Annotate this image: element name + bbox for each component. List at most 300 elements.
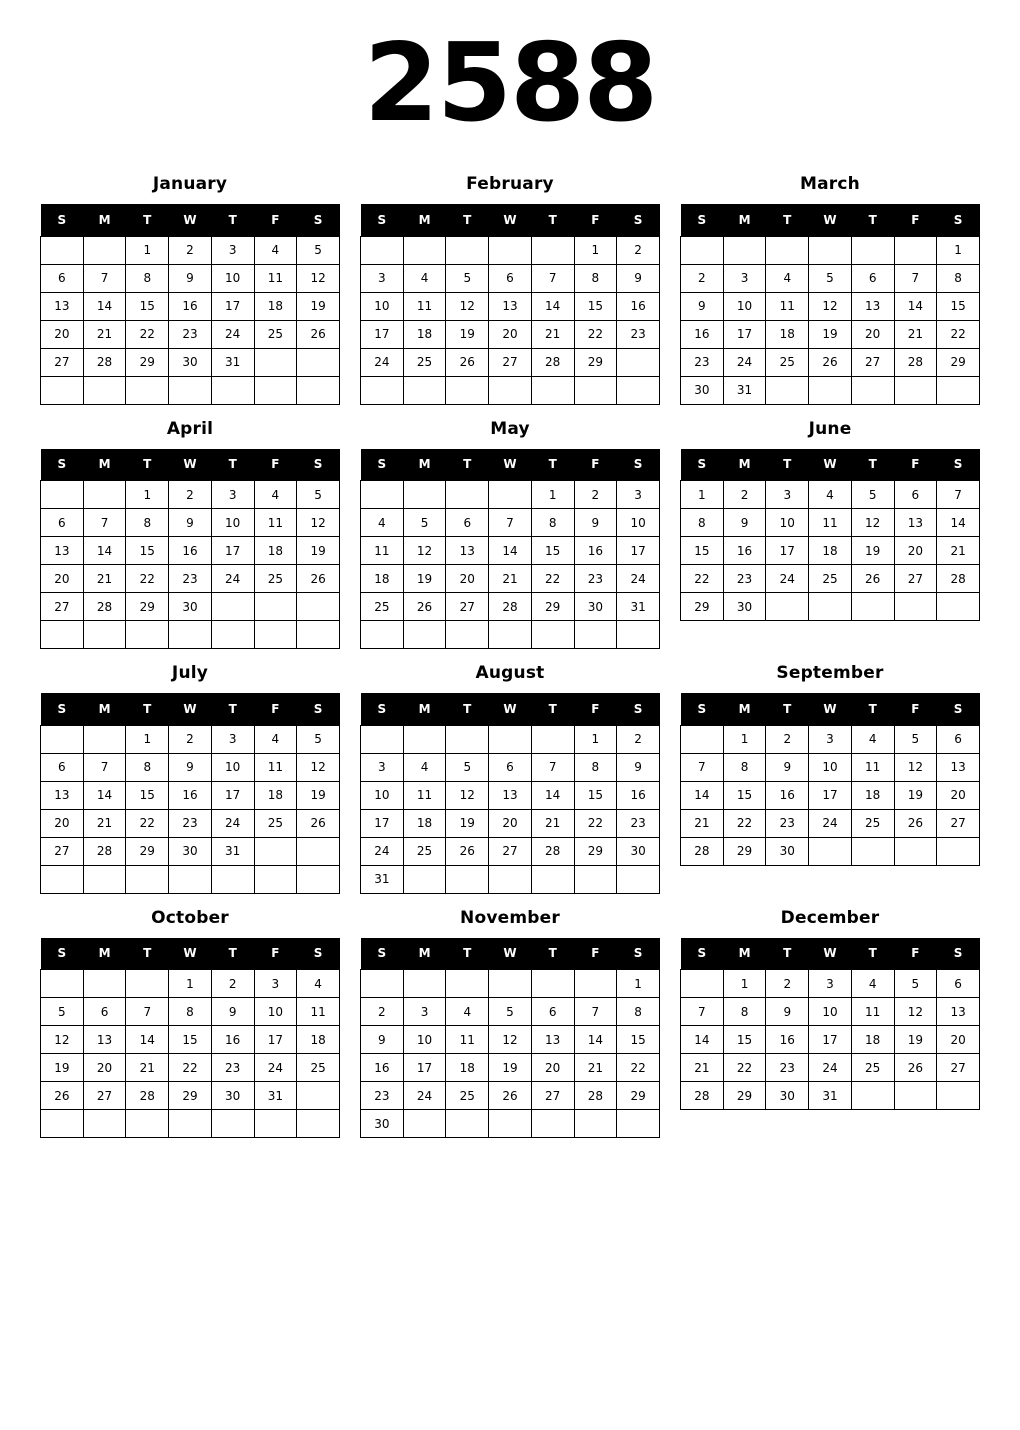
day-cell[interactable]: 8 (126, 753, 169, 781)
day-cell[interactable]: 10 (766, 509, 809, 537)
day-cell[interactable]: 4 (254, 725, 297, 753)
day-cell[interactable]: 16 (169, 537, 212, 565)
day-cell[interactable]: 11 (254, 509, 297, 537)
day-cell[interactable]: 4 (851, 970, 894, 998)
day-cell[interactable]: 24 (361, 837, 404, 865)
day-cell[interactable]: 9 (766, 998, 809, 1026)
day-cell[interactable]: 2 (169, 481, 212, 509)
day-cell[interactable]: 26 (297, 565, 340, 593)
day-cell[interactable]: 2 (211, 970, 254, 998)
day-cell[interactable]: 31 (361, 865, 404, 893)
day-cell[interactable]: 9 (169, 509, 212, 537)
day-cell[interactable]: 27 (531, 1082, 574, 1110)
day-cell[interactable]: 21 (531, 320, 574, 348)
day-cell[interactable]: 28 (83, 348, 126, 376)
day-cell[interactable]: 15 (126, 537, 169, 565)
day-cell[interactable]: 12 (297, 509, 340, 537)
day-cell[interactable]: 10 (617, 509, 660, 537)
day-cell[interactable]: 21 (83, 320, 126, 348)
day-cell[interactable]: 19 (809, 320, 852, 348)
day-cell[interactable]: 18 (254, 537, 297, 565)
day-cell[interactable]: 9 (211, 998, 254, 1026)
day-cell[interactable]: 29 (169, 1082, 212, 1110)
day-cell[interactable]: 21 (937, 537, 980, 565)
day-cell[interactable]: 4 (403, 264, 446, 292)
day-cell[interactable]: 31 (211, 837, 254, 865)
day-cell[interactable]: 5 (297, 236, 340, 264)
day-cell[interactable]: 19 (894, 1026, 937, 1054)
day-cell[interactable]: 27 (41, 837, 84, 865)
day-cell[interactable]: 24 (254, 1054, 297, 1082)
day-cell[interactable]: 22 (169, 1054, 212, 1082)
day-cell[interactable]: 29 (126, 593, 169, 621)
day-cell[interactable]: 14 (531, 781, 574, 809)
day-cell[interactable]: 18 (297, 1026, 340, 1054)
day-cell[interactable]: 15 (531, 537, 574, 565)
day-cell[interactable]: 18 (403, 320, 446, 348)
day-cell[interactable]: 5 (894, 725, 937, 753)
day-cell[interactable]: 9 (617, 753, 660, 781)
day-cell[interactable]: 15 (723, 781, 766, 809)
day-cell[interactable]: 28 (574, 1082, 617, 1110)
day-cell[interactable]: 25 (403, 348, 446, 376)
day-cell[interactable]: 4 (446, 998, 489, 1026)
day-cell[interactable]: 11 (403, 781, 446, 809)
day-cell[interactable]: 3 (809, 970, 852, 998)
day-cell[interactable]: 15 (126, 781, 169, 809)
day-cell[interactable]: 7 (574, 998, 617, 1026)
day-cell[interactable]: 18 (254, 781, 297, 809)
day-cell[interactable]: 18 (403, 809, 446, 837)
day-cell[interactable]: 23 (723, 565, 766, 593)
day-cell[interactable]: 1 (937, 236, 980, 264)
day-cell[interactable]: 20 (83, 1054, 126, 1082)
day-cell[interactable]: 15 (723, 1026, 766, 1054)
day-cell[interactable]: 26 (894, 1054, 937, 1082)
day-cell[interactable]: 29 (937, 348, 980, 376)
day-cell[interactable]: 23 (766, 1054, 809, 1082)
day-cell[interactable]: 31 (254, 1082, 297, 1110)
day-cell[interactable]: 13 (489, 292, 532, 320)
day-cell[interactable]: 1 (617, 970, 660, 998)
day-cell[interactable]: 16 (681, 320, 724, 348)
day-cell[interactable]: 3 (361, 753, 404, 781)
day-cell[interactable]: 3 (723, 264, 766, 292)
day-cell[interactable]: 22 (681, 565, 724, 593)
day-cell[interactable]: 22 (126, 320, 169, 348)
day-cell[interactable]: 19 (41, 1054, 84, 1082)
day-cell[interactable]: 7 (937, 481, 980, 509)
day-cell[interactable]: 14 (83, 537, 126, 565)
day-cell[interactable]: 13 (489, 781, 532, 809)
day-cell[interactable]: 11 (403, 292, 446, 320)
day-cell[interactable]: 26 (297, 320, 340, 348)
day-cell[interactable]: 4 (254, 236, 297, 264)
day-cell[interactable]: 9 (169, 753, 212, 781)
day-cell[interactable]: 29 (126, 837, 169, 865)
day-cell[interactable]: 10 (809, 753, 852, 781)
day-cell[interactable]: 29 (574, 837, 617, 865)
day-cell[interactable]: 14 (531, 292, 574, 320)
day-cell[interactable]: 29 (531, 593, 574, 621)
day-cell[interactable]: 20 (489, 320, 532, 348)
day-cell[interactable]: 13 (446, 537, 489, 565)
day-cell[interactable]: 5 (41, 998, 84, 1026)
day-cell[interactable]: 23 (169, 809, 212, 837)
day-cell[interactable]: 14 (126, 1026, 169, 1054)
day-cell[interactable]: 4 (297, 970, 340, 998)
day-cell[interactable]: 17 (766, 537, 809, 565)
day-cell[interactable]: 14 (574, 1026, 617, 1054)
day-cell[interactable]: 5 (403, 509, 446, 537)
day-cell[interactable]: 2 (574, 481, 617, 509)
day-cell[interactable]: 16 (617, 292, 660, 320)
day-cell[interactable]: 24 (211, 565, 254, 593)
day-cell[interactable]: 27 (83, 1082, 126, 1110)
day-cell[interactable]: 8 (126, 264, 169, 292)
day-cell[interactable]: 2 (617, 725, 660, 753)
day-cell[interactable]: 24 (617, 565, 660, 593)
day-cell[interactable]: 20 (531, 1054, 574, 1082)
day-cell[interactable]: 6 (531, 998, 574, 1026)
day-cell[interactable]: 21 (531, 809, 574, 837)
day-cell[interactable]: 31 (809, 1082, 852, 1110)
day-cell[interactable]: 22 (126, 565, 169, 593)
day-cell[interactable]: 22 (574, 320, 617, 348)
day-cell[interactable]: 23 (766, 809, 809, 837)
day-cell[interactable]: 20 (489, 809, 532, 837)
day-cell[interactable]: 10 (211, 509, 254, 537)
day-cell[interactable]: 29 (723, 1082, 766, 1110)
day-cell[interactable]: 1 (681, 481, 724, 509)
day-cell[interactable]: 11 (254, 753, 297, 781)
day-cell[interactable]: 28 (937, 565, 980, 593)
day-cell[interactable]: 27 (489, 348, 532, 376)
day-cell[interactable]: 19 (297, 781, 340, 809)
day-cell[interactable]: 1 (169, 970, 212, 998)
day-cell[interactable]: 19 (489, 1054, 532, 1082)
day-cell[interactable]: 16 (723, 537, 766, 565)
day-cell[interactable]: 10 (254, 998, 297, 1026)
day-cell[interactable]: 28 (531, 837, 574, 865)
day-cell[interactable]: 1 (723, 970, 766, 998)
day-cell[interactable]: 22 (617, 1054, 660, 1082)
day-cell[interactable]: 7 (681, 753, 724, 781)
day-cell[interactable]: 25 (851, 1054, 894, 1082)
day-cell[interactable]: 20 (41, 320, 84, 348)
day-cell[interactable]: 4 (809, 481, 852, 509)
day-cell[interactable]: 28 (489, 593, 532, 621)
day-cell[interactable]: 28 (531, 348, 574, 376)
day-cell[interactable]: 28 (83, 837, 126, 865)
day-cell[interactable]: 8 (723, 998, 766, 1026)
day-cell[interactable]: 3 (361, 264, 404, 292)
day-cell[interactable]: 26 (851, 565, 894, 593)
day-cell[interactable]: 27 (446, 593, 489, 621)
day-cell[interactable]: 3 (617, 481, 660, 509)
day-cell[interactable]: 11 (851, 998, 894, 1026)
day-cell[interactable]: 21 (894, 320, 937, 348)
day-cell[interactable]: 5 (489, 998, 532, 1026)
day-cell[interactable]: 14 (681, 1026, 724, 1054)
day-cell[interactable]: 5 (894, 970, 937, 998)
day-cell[interactable]: 18 (446, 1054, 489, 1082)
day-cell[interactable]: 31 (617, 593, 660, 621)
day-cell[interactable]: 22 (531, 565, 574, 593)
day-cell[interactable]: 9 (766, 753, 809, 781)
day-cell[interactable]: 13 (851, 292, 894, 320)
day-cell[interactable]: 14 (681, 781, 724, 809)
day-cell[interactable]: 28 (681, 1082, 724, 1110)
day-cell[interactable]: 4 (403, 753, 446, 781)
day-cell[interactable]: 13 (41, 292, 84, 320)
day-cell[interactable]: 2 (723, 481, 766, 509)
day-cell[interactable]: 17 (211, 781, 254, 809)
day-cell[interactable]: 20 (41, 809, 84, 837)
day-cell[interactable]: 22 (574, 809, 617, 837)
day-cell[interactable]: 1 (574, 236, 617, 264)
day-cell[interactable]: 19 (894, 781, 937, 809)
day-cell[interactable]: 3 (809, 725, 852, 753)
day-cell[interactable]: 23 (211, 1054, 254, 1082)
day-cell[interactable]: 29 (723, 837, 766, 865)
day-cell[interactable]: 6 (41, 264, 84, 292)
day-cell[interactable]: 10 (723, 292, 766, 320)
day-cell[interactable]: 25 (361, 593, 404, 621)
day-cell[interactable]: 22 (937, 320, 980, 348)
day-cell[interactable]: 29 (126, 348, 169, 376)
day-cell[interactable]: 6 (851, 264, 894, 292)
day-cell[interactable]: 11 (297, 998, 340, 1026)
day-cell[interactable]: 14 (83, 292, 126, 320)
day-cell[interactable]: 24 (211, 320, 254, 348)
day-cell[interactable]: 30 (169, 593, 212, 621)
day-cell[interactable]: 5 (297, 481, 340, 509)
day-cell[interactable]: 9 (361, 1026, 404, 1054)
day-cell[interactable]: 23 (681, 348, 724, 376)
day-cell[interactable]: 28 (681, 837, 724, 865)
day-cell[interactable]: 8 (574, 264, 617, 292)
day-cell[interactable]: 1 (574, 725, 617, 753)
day-cell[interactable]: 12 (894, 753, 937, 781)
day-cell[interactable]: 27 (937, 1054, 980, 1082)
day-cell[interactable]: 22 (126, 809, 169, 837)
day-cell[interactable]: 12 (489, 1026, 532, 1054)
day-cell[interactable]: 14 (894, 292, 937, 320)
day-cell[interactable]: 1 (126, 725, 169, 753)
day-cell[interactable]: 13 (937, 753, 980, 781)
day-cell[interactable]: 21 (83, 565, 126, 593)
day-cell[interactable]: 13 (937, 998, 980, 1026)
day-cell[interactable]: 20 (937, 781, 980, 809)
day-cell[interactable]: 6 (894, 481, 937, 509)
day-cell[interactable]: 8 (937, 264, 980, 292)
day-cell[interactable]: 30 (211, 1082, 254, 1110)
day-cell[interactable]: 15 (681, 537, 724, 565)
day-cell[interactable]: 19 (297, 537, 340, 565)
day-cell[interactable]: 27 (937, 809, 980, 837)
day-cell[interactable]: 25 (766, 348, 809, 376)
day-cell[interactable]: 26 (446, 837, 489, 865)
day-cell[interactable]: 27 (851, 348, 894, 376)
day-cell[interactable]: 8 (617, 998, 660, 1026)
day-cell[interactable]: 7 (489, 509, 532, 537)
day-cell[interactable]: 16 (361, 1054, 404, 1082)
day-cell[interactable]: 15 (937, 292, 980, 320)
day-cell[interactable]: 18 (809, 537, 852, 565)
day-cell[interactable]: 12 (297, 753, 340, 781)
day-cell[interactable]: 13 (41, 781, 84, 809)
day-cell[interactable]: 21 (681, 1054, 724, 1082)
day-cell[interactable]: 2 (766, 970, 809, 998)
day-cell[interactable]: 6 (937, 725, 980, 753)
day-cell[interactable]: 27 (894, 565, 937, 593)
day-cell[interactable]: 2 (681, 264, 724, 292)
day-cell[interactable]: 6 (41, 509, 84, 537)
day-cell[interactable]: 24 (723, 348, 766, 376)
day-cell[interactable]: 31 (211, 348, 254, 376)
day-cell[interactable]: 18 (766, 320, 809, 348)
day-cell[interactable]: 23 (574, 565, 617, 593)
day-cell[interactable]: 24 (211, 809, 254, 837)
day-cell[interactable]: 6 (489, 264, 532, 292)
day-cell[interactable]: 19 (446, 320, 489, 348)
day-cell[interactable]: 30 (169, 348, 212, 376)
day-cell[interactable]: 16 (169, 781, 212, 809)
day-cell[interactable]: 7 (83, 509, 126, 537)
day-cell[interactable]: 12 (851, 509, 894, 537)
day-cell[interactable]: 8 (574, 753, 617, 781)
day-cell[interactable]: 3 (211, 481, 254, 509)
day-cell[interactable]: 9 (169, 264, 212, 292)
day-cell[interactable]: 5 (446, 753, 489, 781)
day-cell[interactable]: 24 (403, 1082, 446, 1110)
day-cell[interactable]: 13 (531, 1026, 574, 1054)
day-cell[interactable]: 13 (83, 1026, 126, 1054)
day-cell[interactable]: 6 (446, 509, 489, 537)
day-cell[interactable]: 12 (446, 781, 489, 809)
day-cell[interactable]: 2 (169, 725, 212, 753)
day-cell[interactable]: 17 (254, 1026, 297, 1054)
day-cell[interactable]: 20 (446, 565, 489, 593)
day-cell[interactable]: 11 (851, 753, 894, 781)
day-cell[interactable]: 4 (254, 481, 297, 509)
day-cell[interactable]: 28 (894, 348, 937, 376)
day-cell[interactable]: 16 (211, 1026, 254, 1054)
day-cell[interactable]: 17 (617, 537, 660, 565)
day-cell[interactable]: 9 (617, 264, 660, 292)
day-cell[interactable]: 19 (403, 565, 446, 593)
day-cell[interactable]: 7 (531, 753, 574, 781)
day-cell[interactable]: 3 (254, 970, 297, 998)
day-cell[interactable]: 26 (41, 1082, 84, 1110)
day-cell[interactable]: 7 (126, 998, 169, 1026)
day-cell[interactable]: 19 (446, 809, 489, 837)
day-cell[interactable]: 30 (681, 376, 724, 404)
day-cell[interactable]: 14 (489, 537, 532, 565)
day-cell[interactable]: 6 (937, 970, 980, 998)
day-cell[interactable]: 1 (723, 725, 766, 753)
day-cell[interactable]: 5 (446, 264, 489, 292)
day-cell[interactable]: 21 (681, 809, 724, 837)
day-cell[interactable]: 5 (297, 725, 340, 753)
day-cell[interactable]: 4 (851, 725, 894, 753)
day-cell[interactable]: 10 (211, 264, 254, 292)
day-cell[interactable]: 26 (809, 348, 852, 376)
day-cell[interactable]: 30 (766, 1082, 809, 1110)
day-cell[interactable]: 29 (617, 1082, 660, 1110)
day-cell[interactable]: 26 (489, 1082, 532, 1110)
day-cell[interactable]: 27 (41, 348, 84, 376)
day-cell[interactable]: 31 (723, 376, 766, 404)
day-cell[interactable]: 12 (41, 1026, 84, 1054)
day-cell[interactable]: 10 (403, 1026, 446, 1054)
day-cell[interactable]: 23 (169, 565, 212, 593)
day-cell[interactable]: 18 (361, 565, 404, 593)
day-cell[interactable]: 20 (894, 537, 937, 565)
day-cell[interactable]: 7 (894, 264, 937, 292)
day-cell[interactable]: 20 (851, 320, 894, 348)
day-cell[interactable]: 12 (446, 292, 489, 320)
day-cell[interactable]: 25 (297, 1054, 340, 1082)
day-cell[interactable]: 3 (211, 236, 254, 264)
day-cell[interactable]: 30 (766, 837, 809, 865)
day-cell[interactable]: 30 (617, 837, 660, 865)
day-cell[interactable]: 18 (851, 781, 894, 809)
day-cell[interactable]: 8 (126, 509, 169, 537)
day-cell[interactable]: 11 (809, 509, 852, 537)
day-cell[interactable]: 2 (361, 998, 404, 1026)
day-cell[interactable]: 25 (403, 837, 446, 865)
day-cell[interactable]: 10 (211, 753, 254, 781)
day-cell[interactable]: 9 (681, 292, 724, 320)
day-cell[interactable]: 24 (361, 348, 404, 376)
day-cell[interactable]: 26 (297, 809, 340, 837)
day-cell[interactable]: 13 (41, 537, 84, 565)
day-cell[interactable]: 1 (126, 481, 169, 509)
day-cell[interactable]: 9 (574, 509, 617, 537)
day-cell[interactable]: 25 (254, 809, 297, 837)
day-cell[interactable]: 21 (83, 809, 126, 837)
day-cell[interactable]: 23 (361, 1082, 404, 1110)
day-cell[interactable]: 29 (574, 348, 617, 376)
day-cell[interactable]: 30 (723, 593, 766, 621)
day-cell[interactable]: 25 (446, 1082, 489, 1110)
day-cell[interactable]: 3 (766, 481, 809, 509)
day-cell[interactable]: 17 (361, 320, 404, 348)
day-cell[interactable]: 23 (169, 320, 212, 348)
day-cell[interactable]: 9 (723, 509, 766, 537)
day-cell[interactable]: 16 (766, 1026, 809, 1054)
day-cell[interactable]: 15 (126, 292, 169, 320)
day-cell[interactable]: 16 (169, 292, 212, 320)
day-cell[interactable]: 28 (126, 1082, 169, 1110)
day-cell[interactable]: 22 (723, 1054, 766, 1082)
day-cell[interactable]: 25 (254, 320, 297, 348)
day-cell[interactable]: 17 (403, 1054, 446, 1082)
day-cell[interactable]: 4 (361, 509, 404, 537)
day-cell[interactable]: 3 (211, 725, 254, 753)
day-cell[interactable]: 21 (489, 565, 532, 593)
day-cell[interactable]: 1 (126, 236, 169, 264)
day-cell[interactable]: 16 (574, 537, 617, 565)
day-cell[interactable]: 23 (617, 320, 660, 348)
day-cell[interactable]: 27 (41, 593, 84, 621)
day-cell[interactable]: 19 (297, 292, 340, 320)
day-cell[interactable]: 12 (894, 998, 937, 1026)
day-cell[interactable]: 6 (83, 998, 126, 1026)
day-cell[interactable]: 22 (723, 809, 766, 837)
